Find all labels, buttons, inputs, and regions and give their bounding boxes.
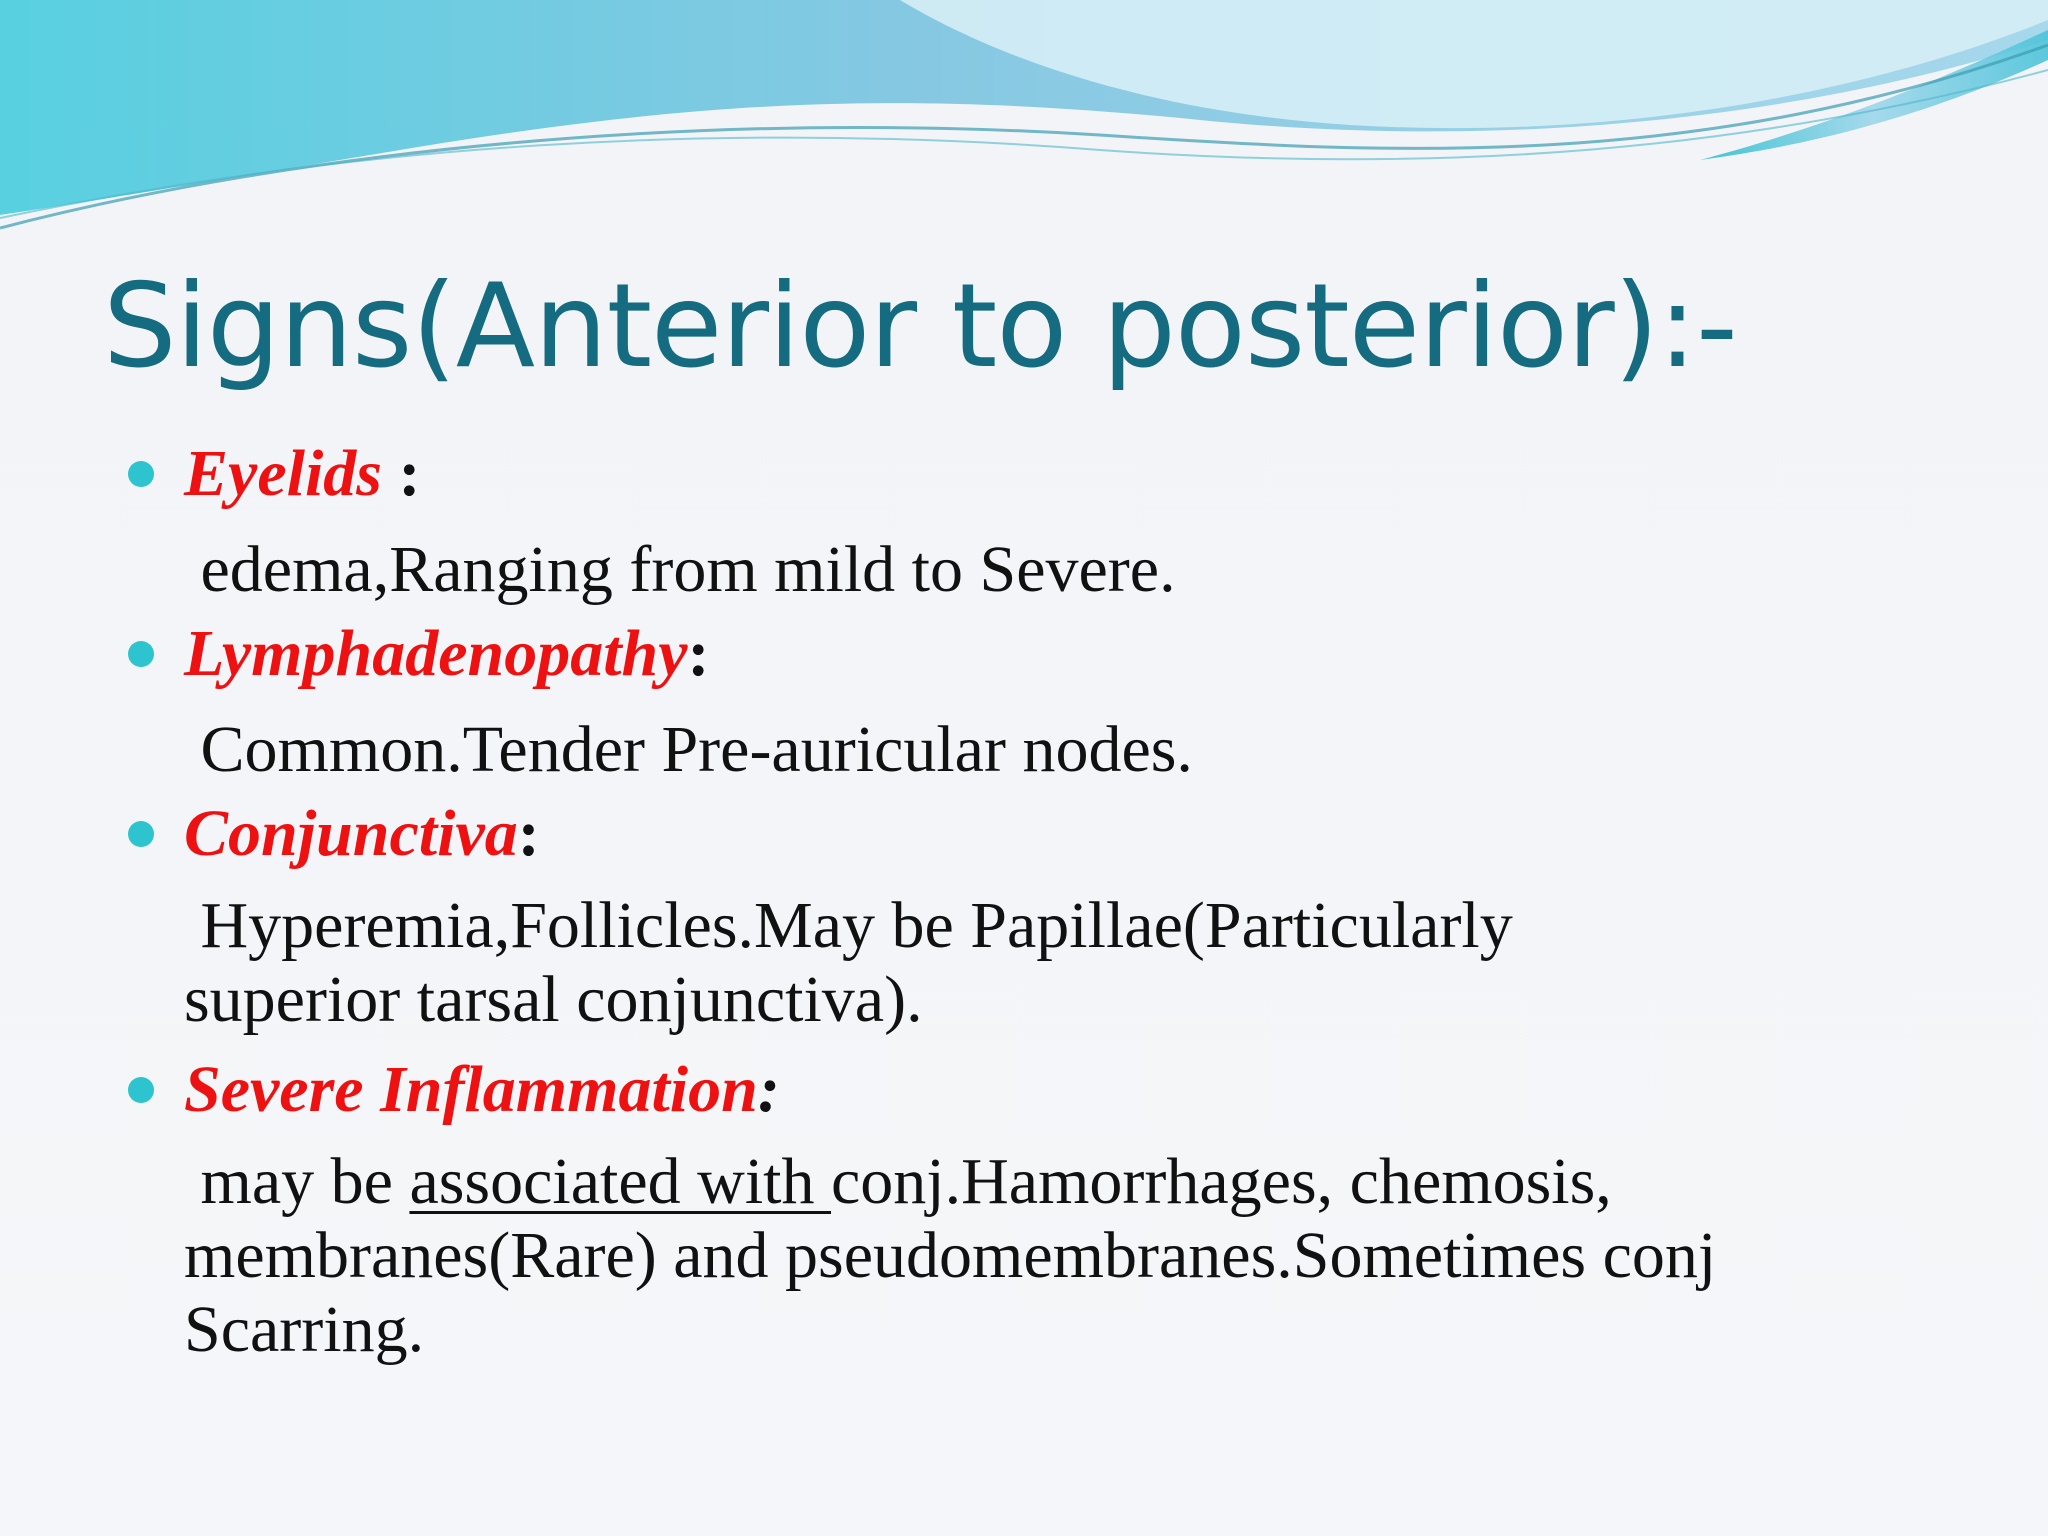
bullet-icon [128,1077,154,1103]
item-term: Lymphadenopathy [184,617,688,690]
item-separator: : [381,437,421,510]
bullet-icon [128,821,154,847]
item-separator: : [757,1053,780,1126]
item-heading-eyelids [184,434,420,514]
item-heading-lymphadenopathy [184,614,710,694]
item-detail-line: edema,Ranging from mild to Severe. [184,533,1176,606]
slide-title: Signs(Anterior to posterior):- [103,259,1737,394]
detail-text: conj.Hamorrhages, chemosis, [831,1145,1612,1218]
bullet-icon [128,461,154,487]
item-detail-line: Hyperemia,Follicles.May be Papillae(Particularly [184,889,1513,962]
item-heading-severe-inflammation [184,1050,780,1130]
item-detail-line [184,1145,1612,1219]
header-wave-decoration [0,0,2048,260]
item-separator: : [687,617,710,690]
detail-text: may be [184,1145,410,1218]
item-term: Severe Inflammation [184,1053,758,1126]
item-detail-line: Scarring. [184,1293,425,1366]
item-term: Conjunctiva [184,797,518,870]
item-detail-line: Common.Tender Pre-auricular nodes. [184,713,1193,786]
underlined-text: associated with [409,1145,831,1218]
item-detail-line: superior tarsal conjunctiva). [184,963,923,1036]
item-separator: : [517,797,540,870]
item-heading-conjunctiva [184,794,540,874]
bullet-icon [128,641,154,667]
item-term: Eyelids [184,437,382,510]
item-detail-line: membranes(Rare) and pseudomembranes.Sometimes conj [184,1219,1717,1292]
